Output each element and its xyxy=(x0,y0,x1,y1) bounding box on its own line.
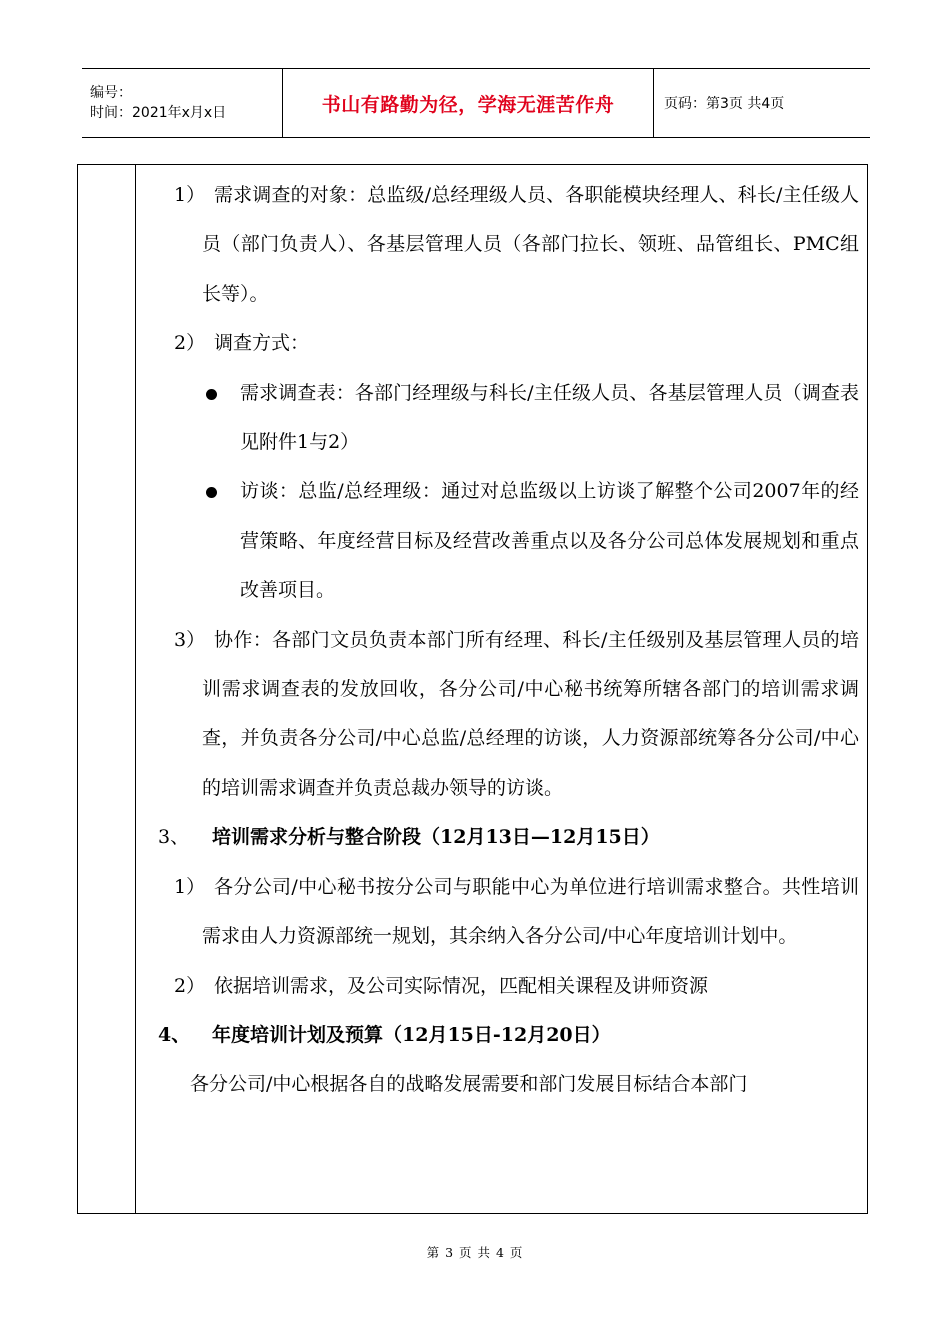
document-date-label: 时间：2021年x月x日 xyxy=(90,105,227,121)
paragraph xyxy=(136,863,859,962)
paragraph-text: 各分公司/中心根据各自的战略发展需要和部门发展目标结合本部门 xyxy=(190,1073,748,1096)
content-table xyxy=(77,164,868,1214)
list-marker: 1） xyxy=(174,184,206,206)
header-motto-cell xyxy=(282,69,654,137)
header-page-info: 页码：第3页 共4页 xyxy=(664,96,785,112)
document-header xyxy=(82,68,870,138)
bullet-item xyxy=(136,369,859,468)
paragraph-text: 各分公司/中心秘书按分公司与职能中心为单位进行培训需求整合。共性培训需求由人力资源部统一规划，其余纳入各分公司/中心年度培训计划中。 xyxy=(202,875,859,948)
list-marker: 2） xyxy=(174,332,206,355)
content-body xyxy=(136,171,859,1110)
heading-text: 年度培训计划及预算（12月15日-12月20日） xyxy=(212,1023,611,1046)
paragraph xyxy=(136,962,859,1011)
page-footer: 第 3 页 共 4 页 xyxy=(426,1245,524,1260)
paragraph-text: 依据培训需求，及公司实际情况，匹配相关课程及讲师资源 xyxy=(214,974,709,997)
heading-number: 3、 xyxy=(158,826,190,849)
heading-number: 4、 xyxy=(158,1023,191,1046)
list-marker: 1） xyxy=(174,875,206,898)
heading-text: 培训需求分析与整合阶段（12月13日—12月15日） xyxy=(212,826,660,849)
paragraph xyxy=(136,171,859,319)
bullet-dot-icon xyxy=(206,389,217,400)
paragraph xyxy=(136,1060,859,1109)
paragraph-text: 需求调查表：各部门经理级与科长/主任级人员、各基层管理人员（调查表见附件1与2） xyxy=(240,381,859,454)
section-heading xyxy=(136,1011,859,1060)
list-marker: 2） xyxy=(174,974,206,997)
paragraph-text: 访谈：总监/总经理级：通过对总监级以上访谈了解整个公司2007年的经营策略、年度经营目标及经营改善重点以及各分公司总体发展规划和重点改善项目。 xyxy=(240,480,859,602)
header-meta xyxy=(82,69,282,137)
paragraph xyxy=(136,616,859,814)
header-motto: 书山有路勤为径，学海无涯苦作舟 xyxy=(321,93,615,116)
list-marker: 3） xyxy=(174,628,206,651)
paragraph-text: 调查方式： xyxy=(214,332,310,355)
section-heading xyxy=(136,813,859,862)
paragraph-text: 协作：各部门文员负责本部门所有经理、科长/主任级别及基层管理人员的培训需求调查表的发放回收，各分公司/中心秘书统筹所辖各部门的培训需求调查，并负责各分公司/中心总监/总经理的访谈，人力资源部统筹各分公司/中心的培训需求调查并负责总裁办领导的访谈。 xyxy=(202,628,859,799)
header-page-cell xyxy=(654,69,870,137)
paragraph xyxy=(136,319,859,368)
bullet-item xyxy=(136,467,859,615)
paragraph-text: 需求调查的对象：总监级/总经理级人员、各职能模块经理人、科长/主任级人员（部门负责人）、各基层管理人员（各部门拉长、领班、品管组长、PMC组长等）。 xyxy=(202,184,859,305)
document-number-label: 编号： xyxy=(90,85,132,101)
